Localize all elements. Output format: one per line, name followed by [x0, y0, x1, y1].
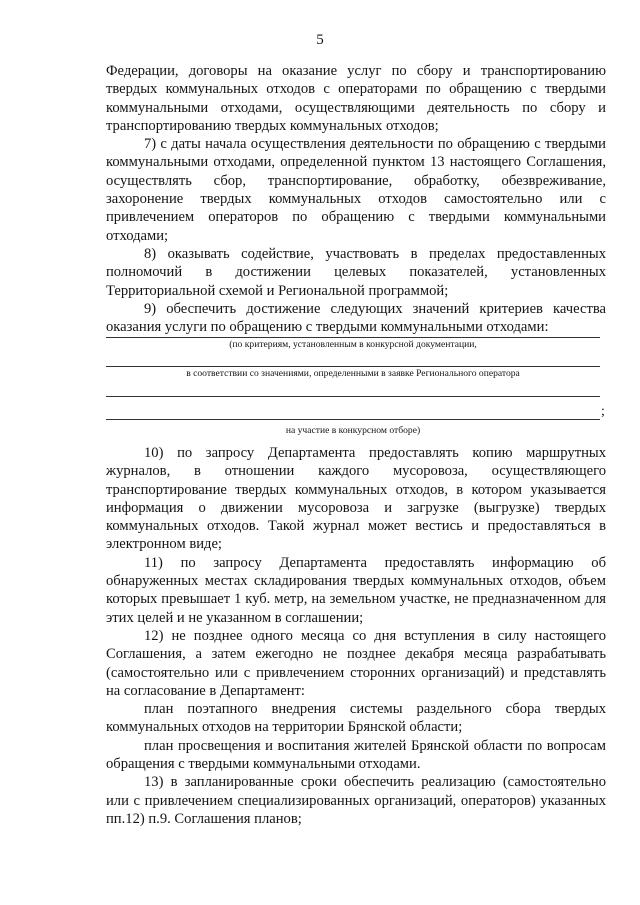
paragraph: Федерации, договоры на оказание услуг по сбору и транспортированию твердых коммунальных отходов с операторами по обращению с твердыми коммунальными отходами, осуществляющими деятельность по сбору и транспортированию твердых коммунальных отходов;: [106, 63, 606, 134]
form-caption: в соответствии со значениями, определенными в заявке Регионального оператора: [186, 368, 520, 379]
paragraph: план поэтапного внедрения системы раздельного сбора твердых коммунальных отходов на территории Брянской области;: [106, 701, 606, 736]
body-text-bottom: [106, 444, 606, 828]
paragraph: 12) не позднее одного месяца со дня вступления в силу настоящего Соглашения, а затем ежегодно не позднее декабря месяца разрабатывать (самостоятельно или с привлечением сторонних организаций) и представлять на согласование в Департамент:: [106, 627, 606, 699]
paragraph: 10) по запросу Департамента предоставлять копию маршрутных журналов, в отношении каждого мусоровоза, осуществляющего транспортирование твердых коммунальных отходов, в котором указывается информация о движении мусоровоза и загрузке (выгрузке) твердых коммунальных отходов. Такой журнал может вестись и предоставляться в электронном виде;: [106, 445, 606, 553]
form-end-mark: ;: [601, 404, 605, 419]
page-number: 5: [316, 32, 324, 48]
paragraph: план просвещения и воспитания жителей Брянской области по вопросам обращения с твердыми коммунальными отходами.: [106, 737, 606, 773]
paragraph: 11) по запросу Департамента предоставлять информацию об обнаруженных местах складирования твердых коммунальных отходов, объем которых превышает 1 куб. метр, на земельном участке, не предназначенном для этих целей и не указанном в соглашении;: [106, 554, 606, 626]
fill-line: [106, 404, 600, 420]
paragraph: 7) с даты начала осуществления деятельности по обращению с твердыми коммунальными отходами, определенной пунктом 13 настоящего Соглашения, осуществлять сбор, транспортирование, обработку, обезвреживание, захоронение твердых коммунальных отходов самостоятельно или с привлечением операторов по обращению с твердыми коммунальными отходами;: [106, 136, 606, 244]
fill-line: [106, 351, 600, 367]
paragraph: 13) в запланированные сроки обеспечить реализацию (самостоятельно или с привлечением специализированных организаций, операторов) указанных пп.12) п.9. Соглашения планов;: [106, 774, 606, 827]
fill-line: [106, 381, 600, 397]
body-text-top: [106, 62, 606, 336]
paragraph: 8) оказывать содействие, участвовать в пределах предоставленных полномочий в достижении целевых показателей, установленных Территориальной схемой и Региональной программой;: [106, 245, 606, 299]
paragraph: 9) обеспечить достижение следующих значений критериев качества оказания услуги по обращению с твердыми коммунальными отходами:: [106, 300, 606, 336]
form-caption: (по критериям, установленным в конкурсной документации,: [229, 339, 477, 350]
fill-line: [106, 322, 600, 338]
form-caption: на участие в конкурсном отборе): [285, 425, 421, 436]
